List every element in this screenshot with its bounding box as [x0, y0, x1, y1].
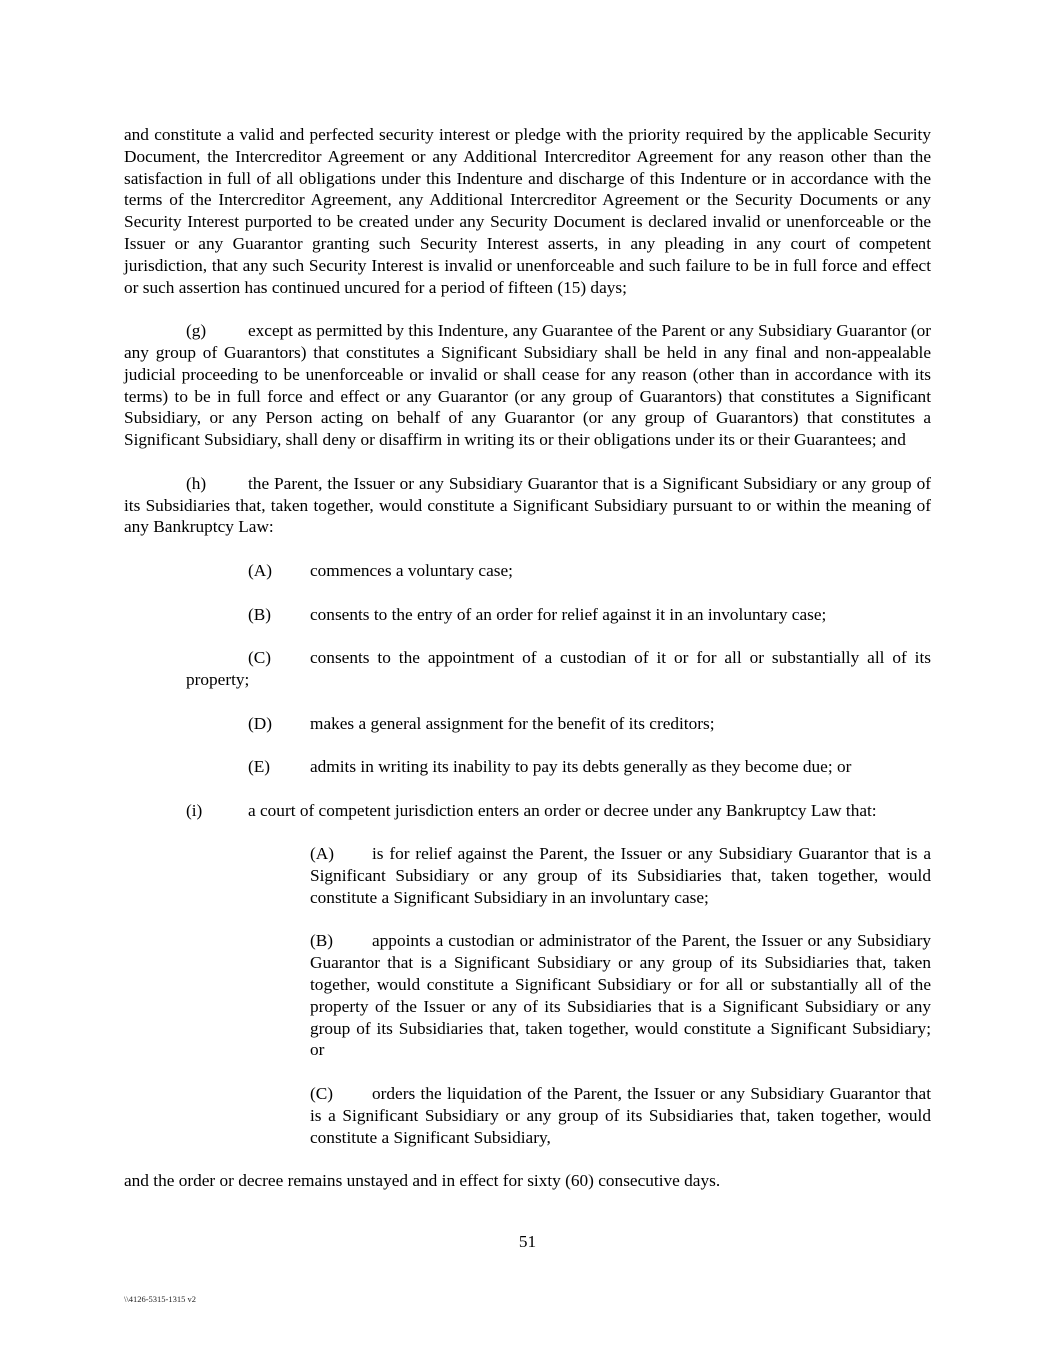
clause-i-item-c	[310, 1083, 931, 1148]
item-label: (A)	[248, 560, 272, 580]
item-label: (C)	[310, 1084, 334, 1104]
item-text: consents to the entry of an order for relief against it in an involuntary case;	[310, 604, 827, 624]
clause-g	[124, 320, 931, 451]
item-text: orders the liquidation of the Parent, the Issuer or any Subsidiary Guarantor that is a Significant Subsidiary or any group of its Subsidiaries that, taken together, would constitute a Significant Subsidiary,	[310, 1084, 931, 1147]
item-text: appoints a custodian or administrator of the Parent, the Issuer or any Subsidiary Guarantor that is a Significant Subsidiary or any group of its Subsidiaries that, taken together, would constitute a Significant Subsidiary or for all or substantially all of the property of the Issuer or any of its Subsidiaries that is a Significant Subsidiary or any group of its Subsidiaries that, taken together, would constitute a Significant Subsidiary; or	[310, 931, 931, 1060]
clause-h	[124, 473, 931, 538]
item-text: consents to the appointment of a custodian of it or for all or substantially all of its property;	[186, 648, 931, 689]
clause-i-text: a court of competent jurisdiction enters an order or decree under any Bankruptcy Law that:	[248, 800, 877, 820]
item-label: (C)	[248, 648, 272, 668]
clause-g-label: (g)	[186, 321, 207, 341]
clause-h-item-b	[248, 604, 931, 626]
clause-g-text: except as permitted by this Indenture, any Guarantee of the Parent or any Subsidiary Guarantor (or any group of Guarantors) that constitutes a Significant Subsidiary shall be held in any final and non-appealable judicial proceeding to be unenforceable or invalid or shall cease for any reason (other than in accordance with its terms) to be in full force and effect or any Guarantor (or any group of Guarantors) that constitutes a Significant Subsidiary, or any Person acting on behalf of any Guarantor (or any group of Guarantors) that constitutes a Significant Subsidiary, shall deny or disaffirm in writing its or their obligations under its or their Guarantees; and	[124, 321, 931, 450]
continuation-paragraph: and constitute a valid and perfected security interest or pledge with the priority required by the applicable Security Document, the Intercreditor Agreement or any Additional Intercreditor Agreement for any reason other than the satisfaction in full of all obligations under this Indenture and discharge of this Indenture or in accordance with the terms of the Intercreditor Agreement, any Additional Intercreditor Agreement or the Security Documents or any Security Interest purported to be created under any Security Document is declared invalid or unenforceable or the Issuer or any Guarantor granting such Security Interest asserts, in any pleading in any court of competent jurisdiction, that any such Security Interest is invalid or unenforceable and such failure to be in full force and effect or such assertion has continued uncured for a period of fifteen (15) days;	[124, 125, 931, 297]
clause-h-item-e	[248, 756, 931, 778]
clause-i-label: (i)	[186, 800, 203, 820]
document-body	[124, 124, 931, 1192]
clause-h-label: (h)	[186, 473, 207, 493]
item-text: admits in writing its inability to pay its debts generally as they become due; or	[310, 757, 852, 777]
item-text: makes a general assignment for the benefit of its creditors;	[310, 713, 715, 733]
clause-i-item-b	[310, 930, 931, 1061]
item-label: (B)	[248, 604, 272, 624]
item-label: (B)	[310, 931, 334, 951]
closing-paragraph: and the order or decree remains unstayed and in effect for sixty (60) consecutive days.	[124, 1171, 721, 1191]
item-text: is for relief against the Parent, the Issuer or any Subsidiary Guarantor that is a Significant Subsidiary or any group of its Subsidiaries that, taken together, would constitute a Significant Subsidiary in an involuntary case;	[310, 844, 931, 907]
item-text: commences a voluntary case;	[310, 560, 513, 580]
clause-i-item-a	[310, 843, 931, 908]
item-label: (A)	[310, 844, 334, 864]
page-number: 51	[518, 1232, 537, 1251]
clause-h-item-d	[248, 713, 931, 735]
clause-i	[186, 800, 931, 822]
clause-h-item-a	[248, 560, 931, 582]
item-label: (E)	[248, 757, 271, 777]
clause-h-item-c	[186, 647, 931, 691]
document-id-footer: \\4126-5315-1315 v2	[124, 1294, 197, 1304]
clause-h-text: the Parent, the Issuer or any Subsidiary Guarantor that is a Significant Subsidiary or any group of its Subsidiaries that, taken together, would constitute a Significant Subsidiary pursuant to or within the meaning of any Bankruptcy Law:	[124, 473, 931, 537]
item-label: (D)	[248, 713, 272, 733]
